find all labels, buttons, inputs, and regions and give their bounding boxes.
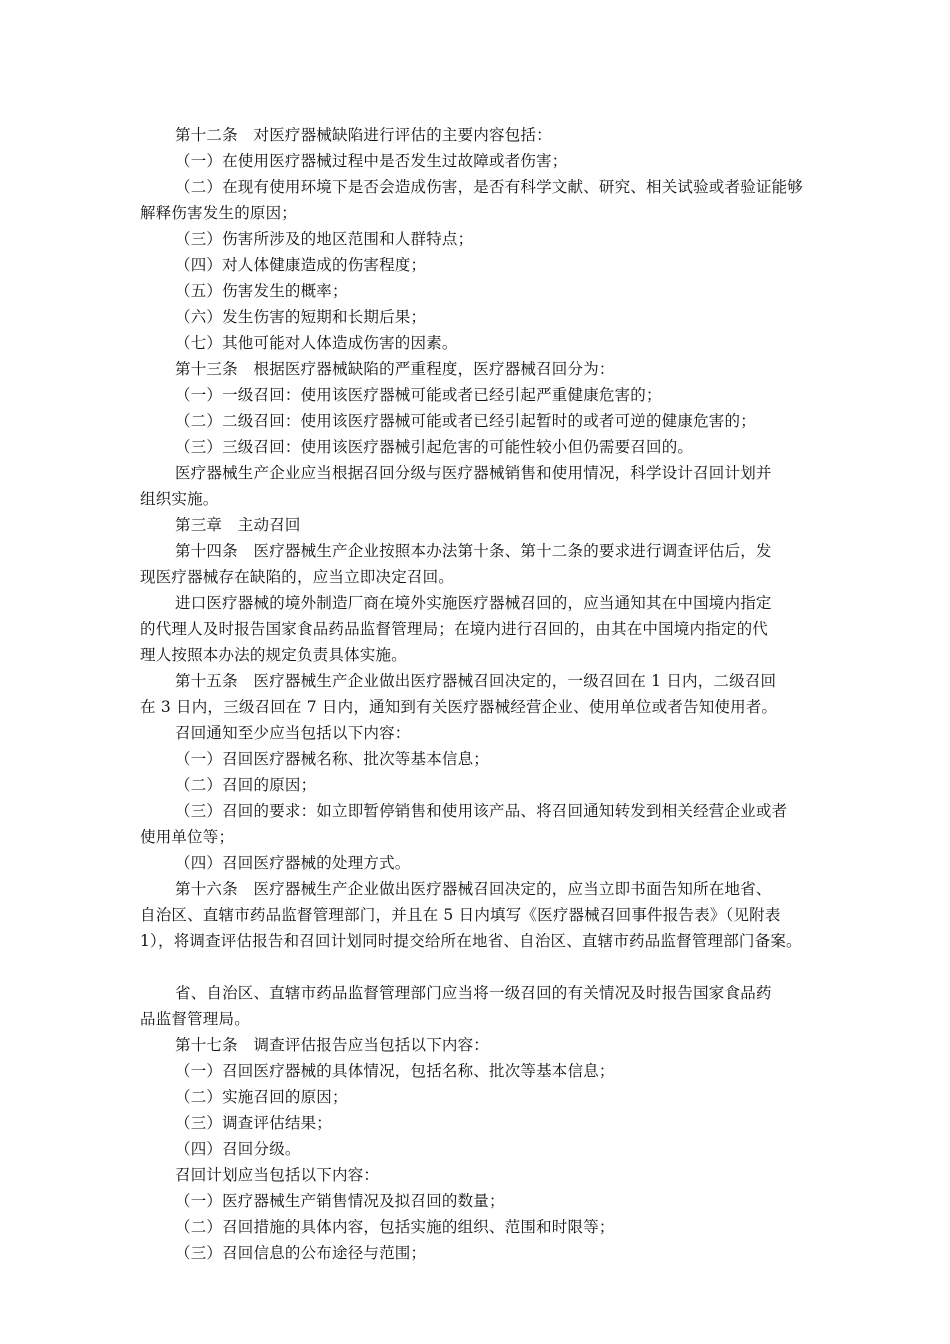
text-line: 现医疗器械存在缺陷的，应当立即决定召回。 <box>140 568 455 586</box>
text-line: （四）召回分级。 <box>175 1140 301 1158</box>
text-line: 进口医疗器械的境外制造厂商在境外实施医疗器械召回的，应当通知其在中国境内指定 <box>175 594 772 612</box>
text-line: （三）召回的要求：如立即暂停销售和使用该产品、将召回通知转发到相关经营企业或者 <box>175 802 788 820</box>
text-line: （二）在现有使用环境下是否会造成伤害，是否有科学文献、研究、相关试验或者验证能够 <box>175 178 804 196</box>
text-line: 使用单位等； <box>140 828 235 846</box>
text-line: （四）对人体健康造成的伤害程度； <box>175 256 427 274</box>
text-line: 的代理人及时报告国家食品药品监督管理局；在境内进行召回的，由其在中国境内指定的代 <box>140 620 769 638</box>
text-line: （二）二级召回：使用该医疗器械可能或者已经引起暂时的或者可逆的健康危害的； <box>175 412 756 430</box>
text-line: （五）伤害发生的概率； <box>175 282 348 300</box>
text-line: （四）召回医疗器械的处理方式。 <box>175 854 411 872</box>
text-line: 解释伤害发生的原因； <box>140 204 298 222</box>
text-line: （二）实施召回的原因； <box>175 1088 348 1106</box>
text-line: 第十五条 医疗器械生产企业做出医疗器械召回决定的，一级召回在 1 日内，二级召回 <box>175 672 777 690</box>
text-line: 医疗器械生产企业应当根据召回分级与医疗器械销售和使用情况，科学设计召回计划并 <box>175 464 772 482</box>
text-line: （三）召回信息的公布途径与范围； <box>175 1244 427 1262</box>
text-line: （三）三级召回：使用该医疗器械引起危害的可能性较小但仍需要召回的。 <box>175 438 694 456</box>
text-line: 第十七条 调查评估报告应当包括以下内容： <box>175 1036 490 1054</box>
text-line: 组织实施。 <box>140 490 219 508</box>
text-line: （六）发生伤害的短期和长期后果； <box>175 308 427 326</box>
text-line: 品监督管理局。 <box>140 1010 250 1028</box>
text-line: （一）医疗器械生产销售情况及拟召回的数量； <box>175 1192 505 1210</box>
text-line: 召回计划应当包括以下内容： <box>175 1166 380 1184</box>
chapter-heading: 第三章 主动召回 <box>175 516 301 534</box>
text-line: 第十六条 医疗器械生产企业做出医疗器械召回决定的，应当立即书面告知所在地省、 <box>175 880 772 898</box>
text-line: 第十三条 根据医疗器械缺陷的严重程度，医疗器械召回分为： <box>175 360 615 378</box>
text-line: （二）召回措施的具体内容，包括实施的组织、范围和时限等； <box>175 1218 615 1236</box>
text-line: 自治区、直辖市药品监督管理部门，并且在 5 日内填写《医疗器械召回事件报告表》（见附表 <box>140 906 781 924</box>
text-line: （七）其他可能对人体造成伤害的因素。 <box>175 334 458 352</box>
text-line: 1），将调查评估报告和召回计划同时提交给所在地省、自治区、直辖市药品监督管理部门备案。 <box>140 932 802 950</box>
text-line: 省、自治区、直辖市药品监督管理部门应当将一级召回的有关情况及时报告国家食品药 <box>175 984 772 1002</box>
text-line: （一）在使用医疗器械过程中是否发生过故障或者伤害； <box>175 152 568 170</box>
text-line: （二）召回的原因； <box>175 776 317 794</box>
text-line: （三）调查评估结果； <box>175 1114 333 1132</box>
text-line: （一）一级召回：使用该医疗器械可能或者已经引起严重健康危害的； <box>175 386 662 404</box>
text-line: （一）召回医疗器械的具体情况，包括名称、批次等基本信息； <box>175 1062 615 1080</box>
text-line: 在 3 日内，三级召回在 7 日内，通知到有关医疗器械经营企业、使用单位或者告知使用者。 <box>140 698 778 716</box>
text-line: （一）召回医疗器械名称、批次等基本信息； <box>175 750 490 768</box>
text-line: 理人按照本办法的规定负责具体实施。 <box>140 646 407 664</box>
text-line: 召回通知至少应当包括以下内容： <box>175 724 411 742</box>
text-line: 第十四条 医疗器械生产企业按照本办法第十条、第十二条的要求进行调查评估后，发 <box>175 542 772 560</box>
text-line: 第十二条 对医疗器械缺陷进行评估的主要内容包括： <box>175 126 552 144</box>
text-line: （三）伤害所涉及的地区范围和人群特点； <box>175 230 474 248</box>
